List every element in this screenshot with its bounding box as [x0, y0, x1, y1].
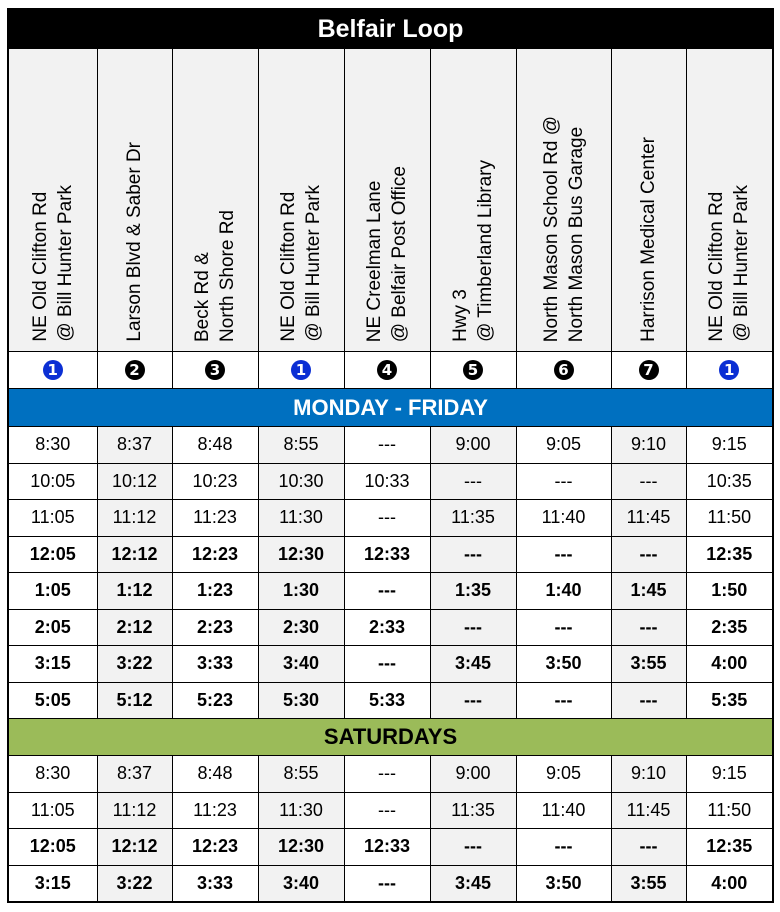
- time-cell: ---: [611, 682, 686, 719]
- time-cell: 12:23: [172, 829, 258, 866]
- stop-name-line: Larson Blvd & Saber Dr: [124, 142, 145, 342]
- stop-name-line: NE Old Clifton Rd: [29, 192, 51, 342]
- time-cell: 2:12: [97, 609, 172, 646]
- stop-header-9: [686, 49, 773, 352]
- time-cell: 12:33: [344, 536, 430, 573]
- time-cell: 3:22: [97, 865, 172, 902]
- stop-name: [362, 166, 412, 342]
- stop-number-cell: [258, 352, 344, 389]
- time-cell: ---: [516, 609, 611, 646]
- stop-number-badge: 7: [639, 360, 659, 380]
- time-cell: 1:45: [611, 573, 686, 610]
- section-header-row: [8, 719, 773, 756]
- time-cell: 3:40: [258, 646, 344, 683]
- time-cell: 12:30: [258, 829, 344, 866]
- time-cell: 1:12: [97, 573, 172, 610]
- stop-name-line: Beck Rd &: [192, 252, 213, 342]
- time-cell: 8:30: [8, 756, 97, 793]
- stop-name-line: @ Bill Hunter Park: [731, 185, 753, 342]
- stop-number-cell: [344, 352, 430, 389]
- time-cell: 2:35: [686, 609, 773, 646]
- time-cell: 2:23: [172, 609, 258, 646]
- time-cell: 9:00: [430, 756, 516, 793]
- stop-number-badge: 3: [205, 360, 225, 380]
- time-cell: 11:12: [97, 792, 172, 829]
- stop-number-cell: [8, 352, 97, 389]
- stop-number-badge: 2: [125, 360, 145, 380]
- trip-row: [8, 536, 773, 573]
- stop-name-line: Hwy 3: [450, 289, 471, 342]
- stop-name-line: @ Bill Hunter Park: [303, 185, 324, 342]
- time-cell: 11:05: [8, 500, 97, 537]
- stop-name: [448, 160, 498, 342]
- time-cell: 10:12: [97, 463, 172, 500]
- stop-number-cell: [686, 352, 773, 389]
- time-cell: 1:30: [258, 573, 344, 610]
- time-cell: 5:35: [686, 682, 773, 719]
- trip-row: [8, 463, 773, 500]
- time-cell: ---: [344, 865, 430, 902]
- time-cell: ---: [430, 463, 516, 500]
- schedule-table: [7, 8, 774, 903]
- stop-name-line: NE Old Clifton Rd: [706, 192, 728, 342]
- time-cell: 10:35: [686, 463, 773, 500]
- time-cell: ---: [344, 756, 430, 793]
- time-cell: 11:45: [611, 500, 686, 537]
- time-cell: 3:45: [430, 646, 516, 683]
- time-cell: ---: [430, 829, 516, 866]
- time-cell: 9:15: [686, 427, 773, 464]
- stop-header-2: [97, 49, 172, 352]
- time-cell: 10:23: [172, 463, 258, 500]
- section-header-row: [8, 389, 773, 427]
- stop-name-line: @ Belfair Post Office: [389, 165, 410, 342]
- stop-number-cell: [611, 352, 686, 389]
- time-cell: 9:00: [430, 427, 516, 464]
- stop-number-cell: [97, 352, 172, 389]
- time-cell: 8:37: [97, 756, 172, 793]
- time-cell: ---: [344, 792, 430, 829]
- stop-name-line: Harrison Medical Center: [638, 137, 659, 342]
- time-cell: 3:22: [97, 646, 172, 683]
- trip-row: [8, 865, 773, 902]
- stop-number-badge: 1: [43, 360, 63, 380]
- time-cell: 8:55: [258, 427, 344, 464]
- time-cell: 11:40: [516, 500, 611, 537]
- time-cell: 11:12: [97, 500, 172, 537]
- stop-name: [28, 185, 78, 342]
- time-cell: 12:33: [344, 829, 430, 866]
- stop-header-1: [8, 49, 97, 352]
- time-cell: ---: [516, 682, 611, 719]
- time-cell: 8:48: [172, 427, 258, 464]
- time-cell: ---: [344, 573, 430, 610]
- time-cell: 9:10: [611, 756, 686, 793]
- time-cell: 3:55: [611, 865, 686, 902]
- time-cell: 3:50: [516, 865, 611, 902]
- trip-row: [8, 792, 773, 829]
- trip-row: [8, 609, 773, 646]
- stop-name: [704, 185, 754, 342]
- time-cell: 12:05: [8, 536, 97, 573]
- time-cell: 11:23: [172, 792, 258, 829]
- time-cell: ---: [611, 463, 686, 500]
- time-cell: 8:48: [172, 756, 258, 793]
- stop-name: [636, 137, 661, 342]
- time-cell: 1:35: [430, 573, 516, 610]
- stop-name-line: North Mason School Rd @: [540, 115, 562, 342]
- time-cell: 12:35: [686, 536, 773, 573]
- trip-row: [8, 829, 773, 866]
- time-cell: 9:05: [516, 756, 611, 793]
- time-cell: ---: [516, 536, 611, 573]
- time-cell: 2:05: [8, 609, 97, 646]
- stop-name-line: @ Timberland Library: [475, 160, 496, 342]
- stop-name: [190, 210, 240, 342]
- time-cell: ---: [611, 609, 686, 646]
- time-cell: 1:23: [172, 573, 258, 610]
- time-cell: 1:50: [686, 573, 773, 610]
- time-cell: 11:23: [172, 500, 258, 537]
- time-cell: 3:45: [430, 865, 516, 902]
- stop-name-line: North Shore Rd: [217, 209, 238, 342]
- time-cell: 3:40: [258, 865, 344, 902]
- time-cell: 3:15: [8, 865, 97, 902]
- time-cell: 9:10: [611, 427, 686, 464]
- time-cell: 2:33: [344, 609, 430, 646]
- stop-number-row: [8, 352, 773, 389]
- time-cell: 11:30: [258, 500, 344, 537]
- stop-header-4: [258, 49, 344, 352]
- stop-number-badge: 5: [463, 360, 483, 380]
- stop-name: [122, 142, 147, 342]
- section-label: MONDAY - FRIDAY: [8, 389, 773, 427]
- time-cell: ---: [430, 609, 516, 646]
- time-cell: ---: [344, 500, 430, 537]
- time-cell: 10:33: [344, 463, 430, 500]
- time-cell: 5:12: [97, 682, 172, 719]
- stop-name-line: North Mason Bus Garage: [565, 126, 587, 342]
- time-cell: 1:40: [516, 573, 611, 610]
- time-cell: ---: [611, 829, 686, 866]
- time-cell: 5:33: [344, 682, 430, 719]
- time-cell: 11:35: [430, 792, 516, 829]
- time-cell: 9:15: [686, 756, 773, 793]
- stop-name: [276, 185, 326, 342]
- time-cell: ---: [430, 536, 516, 573]
- stop-number-cell: [172, 352, 258, 389]
- time-cell: 11:50: [686, 500, 773, 537]
- time-cell: 12:12: [97, 829, 172, 866]
- stop-number-badge: 1: [291, 360, 311, 380]
- trip-row: [8, 500, 773, 537]
- time-cell: 8:30: [8, 427, 97, 464]
- stop-name: [539, 116, 589, 342]
- time-cell: 4:00: [686, 646, 773, 683]
- time-cell: ---: [516, 829, 611, 866]
- stop-number-badge: 4: [377, 360, 397, 380]
- stop-number-cell: [430, 352, 516, 389]
- stop-header-5: [344, 49, 430, 352]
- time-cell: 3:50: [516, 646, 611, 683]
- stop-header-7: [516, 49, 611, 352]
- stop-number-cell: [516, 352, 611, 389]
- time-cell: 11:35: [430, 500, 516, 537]
- time-cell: 5:23: [172, 682, 258, 719]
- stop-header-3: [172, 49, 258, 352]
- time-cell: 11:50: [686, 792, 773, 829]
- stop-name-line: NE Creelman Lane: [364, 180, 385, 342]
- trip-row: [8, 682, 773, 719]
- schedule-title: Belfair Loop: [8, 9, 773, 49]
- section-label: SATURDAYS: [8, 719, 773, 756]
- time-cell: 8:37: [97, 427, 172, 464]
- time-cell: ---: [430, 682, 516, 719]
- time-cell: 3:15: [8, 646, 97, 683]
- time-cell: 11:40: [516, 792, 611, 829]
- time-cell: 2:30: [258, 609, 344, 646]
- time-cell: ---: [611, 536, 686, 573]
- time-cell: 8:55: [258, 756, 344, 793]
- time-cell: 5:05: [8, 682, 97, 719]
- trip-row: [8, 756, 773, 793]
- stop-header-6: [430, 49, 516, 352]
- time-cell: 11:05: [8, 792, 97, 829]
- stop-header-8: [611, 49, 686, 352]
- time-cell: ---: [344, 427, 430, 464]
- trip-row: [8, 573, 773, 610]
- stop-number-badge: 6: [554, 360, 574, 380]
- stop-name-line: NE Old Clifton Rd: [278, 192, 299, 342]
- time-cell: 3:33: [172, 646, 258, 683]
- time-cell: 12:05: [8, 829, 97, 866]
- time-cell: 10:05: [8, 463, 97, 500]
- time-cell: 10:30: [258, 463, 344, 500]
- time-cell: 5:30: [258, 682, 344, 719]
- time-cell: 3:55: [611, 646, 686, 683]
- time-cell: 12:12: [97, 536, 172, 573]
- time-cell: 11:30: [258, 792, 344, 829]
- trip-row: [8, 646, 773, 683]
- time-cell: 4:00: [686, 865, 773, 902]
- time-cell: ---: [344, 646, 430, 683]
- time-cell: ---: [516, 463, 611, 500]
- time-cell: 12:23: [172, 536, 258, 573]
- time-cell: 1:05: [8, 573, 97, 610]
- stop-number-badge: 1: [719, 360, 739, 380]
- time-cell: 12:35: [686, 829, 773, 866]
- time-cell: 3:33: [172, 865, 258, 902]
- stop-header-row: [8, 49, 773, 352]
- time-cell: 9:05: [516, 427, 611, 464]
- time-cell: 11:45: [611, 792, 686, 829]
- stop-name-line: @ Bill Hunter Park: [54, 185, 76, 342]
- trip-row: [8, 427, 773, 464]
- time-cell: 12:30: [258, 536, 344, 573]
